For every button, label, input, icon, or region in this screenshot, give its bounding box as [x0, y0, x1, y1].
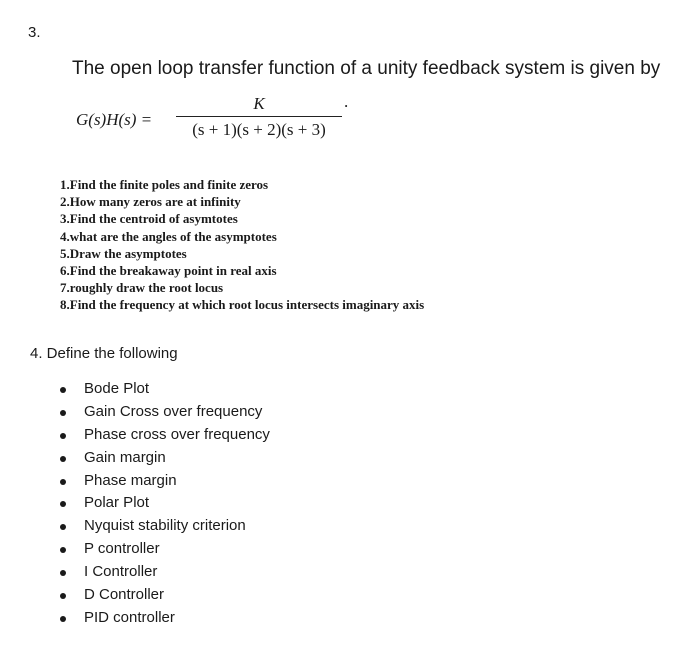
task-item: 1.Find the finite poles and finite zeros	[60, 177, 269, 192]
bullet-icon	[60, 616, 66, 622]
transfer-function-trailing-mark: .	[344, 92, 349, 111]
definition-text: Bode Plot	[84, 380, 150, 397]
definition-text: Phase margin	[84, 471, 177, 489]
bullet-icon	[60, 479, 66, 485]
question-4-title: 4. Define the following	[30, 345, 178, 362]
transfer-function-fraction	[176, 94, 342, 140]
bullet-icon	[60, 387, 66, 393]
task-item: 7.roughly draw the root locus	[60, 280, 224, 296]
bullet-icon	[60, 456, 66, 462]
definition-text: Nyquist stability criterion	[84, 517, 246, 535]
transfer-function-denominator: (s + 1)(s + 2)(s + 3)	[192, 120, 326, 139]
question-3-task-list	[60, 176, 424, 314]
transfer-function-lhs	[76, 110, 152, 130]
definition-text: Phase cross over frequency	[84, 425, 270, 443]
question-3-intro: The open loop transfer function of a unity feedback system is given by	[72, 58, 661, 79]
task-item: 3.Find the centroid of asymtotes	[60, 211, 238, 227]
task-item: 6.Find the breakaway point in real axis	[60, 263, 277, 279]
task-item: 4.what are the angles of the asymptotes	[60, 228, 277, 244]
definition-text: PID controller	[84, 608, 175, 626]
bullet-icon	[60, 547, 66, 553]
definition-text: D Controller	[84, 586, 165, 604]
fraction-bar	[176, 116, 342, 117]
definition-text: P controller	[84, 540, 160, 558]
task-item: 8.Find the frequency at which root locus intersects imaginary axis	[60, 297, 425, 313]
tf-lhs-text: G(s)H(s) =	[76, 110, 153, 129]
task-item: 2.How many zeros are at infinity	[60, 194, 241, 210]
bullet-icon	[60, 410, 66, 416]
bullet-icon	[60, 433, 66, 439]
definition-text: Gain Cross over frequency	[84, 402, 263, 420]
definition-text: Polar Plot	[84, 494, 150, 512]
task-item: 5.Draw the asymptotes	[60, 245, 187, 261]
transfer-function-numerator: K	[253, 94, 265, 113]
definition-text: I Controller	[84, 563, 158, 581]
question-3-number: 3.	[28, 24, 41, 41]
bullet-icon	[60, 570, 66, 576]
definition-text: Gain margin	[84, 448, 166, 466]
bullet-icon	[60, 593, 66, 599]
bullet-icon	[60, 524, 66, 530]
bullet-icon	[60, 501, 66, 507]
